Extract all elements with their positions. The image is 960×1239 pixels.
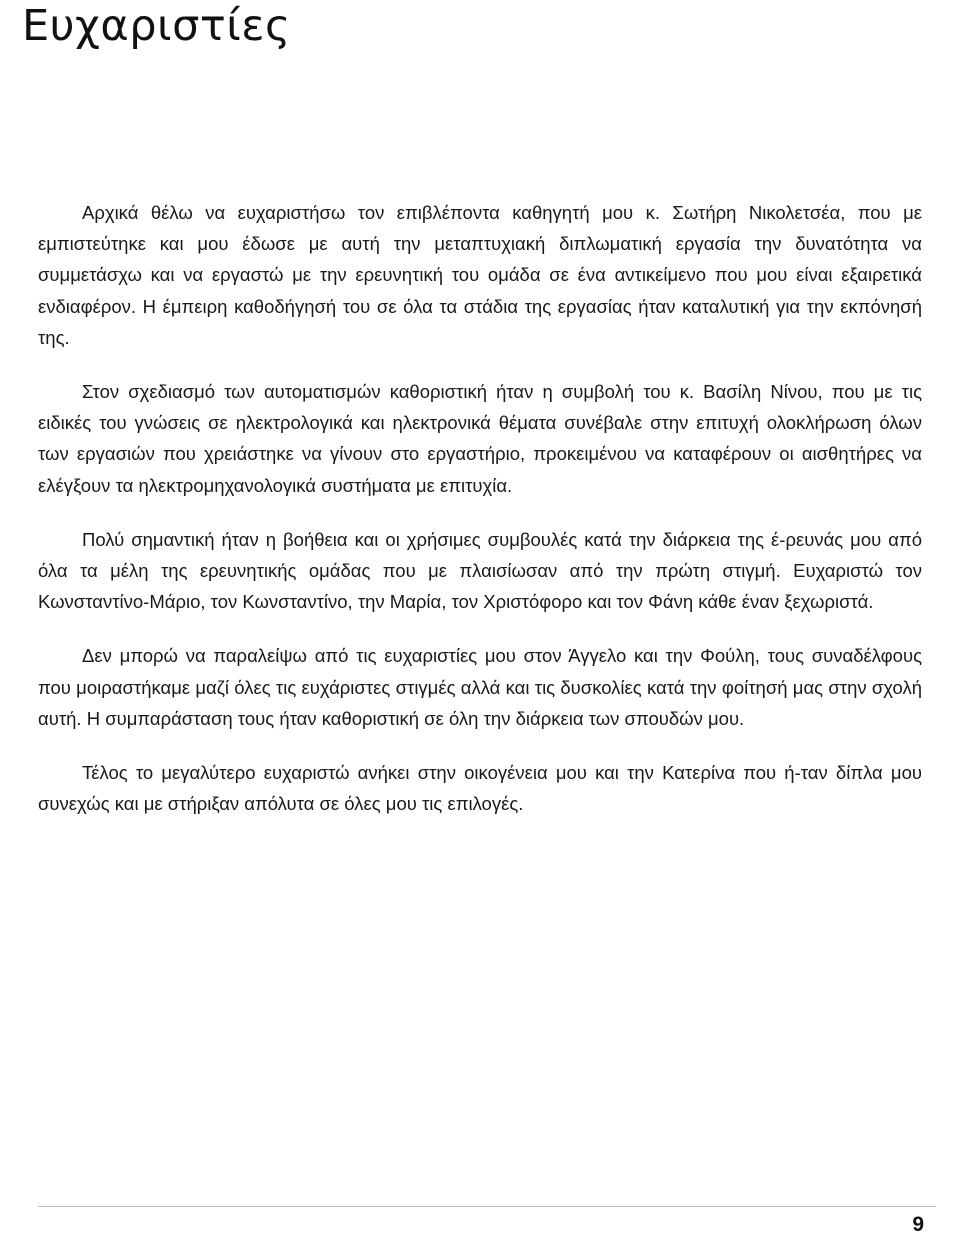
footer-divider (38, 1206, 936, 1207)
paragraph-colleagues: Δεν μπορώ να παραλείψω από τις ευχαριστίες μου στον Άγγελο και την Φούλη, τους συναδέλφους που μοιραστήκαμε μαζί όλες τις ευχάριστες στιγμές αλλά και τις δυσκολίες κατά την φοίτησή μας στην σχολή αυτή. Η συμπαράσταση τους ήταν καθοριστική σε όλη την διάρκεια των σπουδών μου. (38, 645, 922, 729)
body-text (38, 197, 922, 842)
paragraph-family: Τέλος το μεγαλύτερο ευχαριστώ ανήκει στην οικογένεια μου και την Κατερίνα που ή-ταν δίπλα μου συνεχώς και με στήριξαν απόλυτα σε όλες μου τις επιλογές. (38, 762, 922, 815)
page-number: 9 (912, 1213, 924, 1236)
paragraph-automation: Στον σχεδιασμό των αυτοματισμών καθοριστική ήταν η συμβολή του κ. Βασίλη Νίνου, που με τις ειδικές του γνώσεις σε ηλεκτρολογικά και ηλεκτρονικά θέματα συνέβαλε στην επιτυχή ολοκλήρωση όλων των εργασιών που χρειάστηκε να γίνουν στο εργαστήριο, προκειμένου να καταφέρουν οι αισθητήρες να ελέγξουν τα ηλεκτρομηχανολογικά συστήματα με επιτυχία. (38, 381, 922, 496)
paragraph-supervisor: Αρχικά θέλω να ευχαριστήσω τον επιβλέποντα καθηγητή μου κ. Σωτήρη Νικολετσέα, που με εμπιστεύτηκε και μου έδωσε με αυτή την μεταπτυχιακή διπλωματική εργασία την δυνατότητα να συμμετάσχω και να εργαστώ με την ερευνητική του ομάδα σε ένα αντικείμενο που μου είναι εξαιρετικά ενδιαφέρον. Η έμπειρη καθοδήγησή του σε όλα τα στάδια της εργασίας ήταν καταλυτική για την εκπόνησή της. (38, 202, 922, 348)
paragraph-research-team: Πολύ σημαντική ήταν η βοήθεια και οι χρήσιμες συμβουλές κατά την διάρκεια της έ-ρευνάς μου από όλα τα μέλη της ερευνητικής ομάδας που με πλαισίωσαν από την πρώτη στιγμή. Ευχαριστώ τον Κωνσταντίνο-Μάριο, τον Κωνσταντίνο, την Μαρία, τον Χριστόφορο και τον Φάνη κάθε έναν ξεχωριστά. (38, 528, 922, 613)
page-title: Ευχαριστίες (22, 1, 291, 51)
